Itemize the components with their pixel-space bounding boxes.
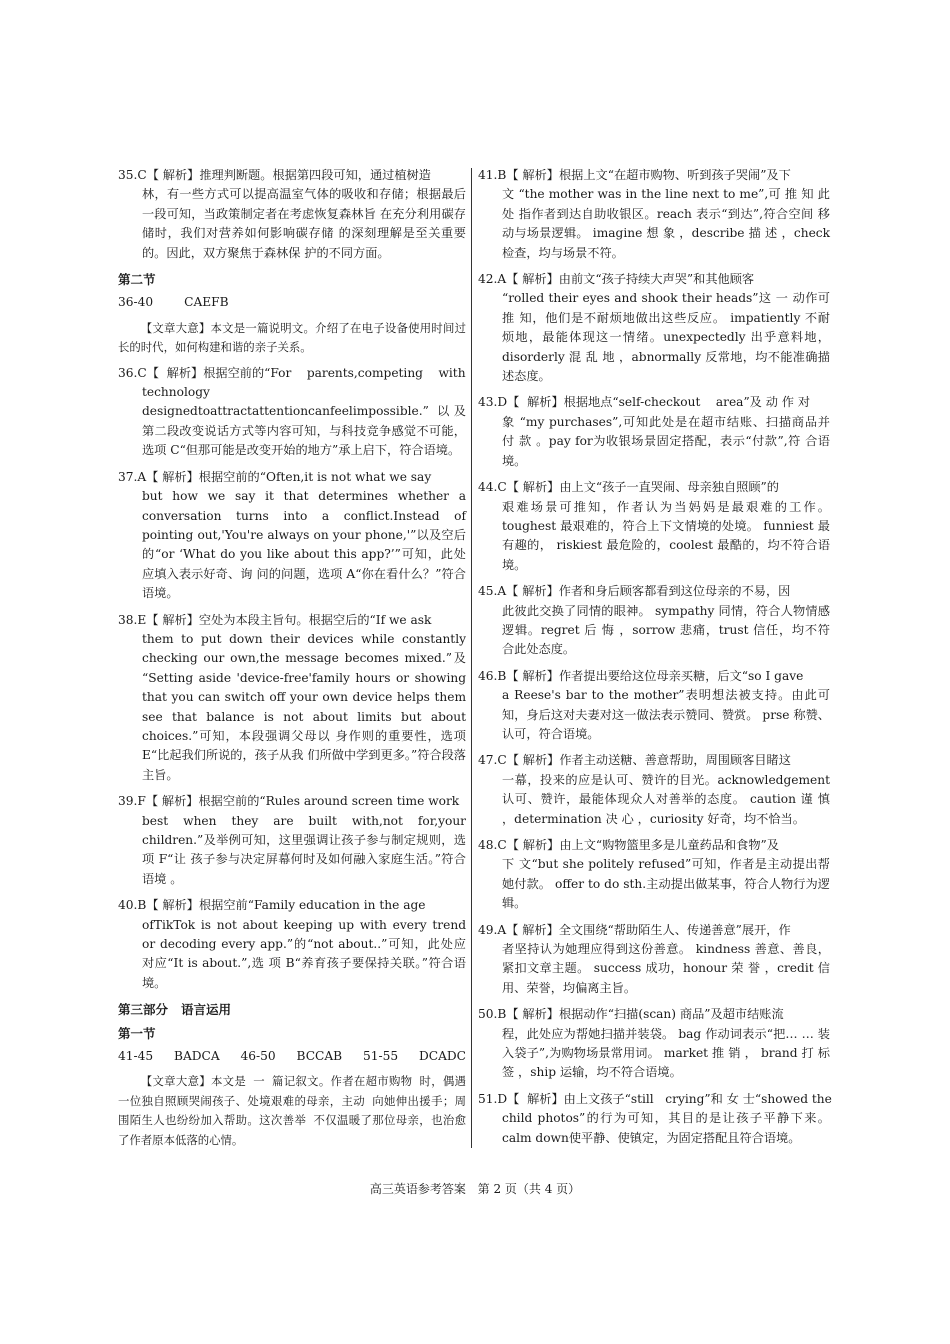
item-head: 49.A【 解析】全文围绕“帮助陌生人、传递善意”展开，作	[478, 922, 791, 937]
item-head: 36.C【 解析】根据空前的“For parents,competing with	[118, 365, 466, 380]
section-1-title: 第一节	[118, 1025, 156, 1041]
section-1-summary: 【文章大意】本文是 一 篇记叙文。作者在超市购物 时，偶遇一位独自照顾哭闹孩子、处境艰难的母亲，主动 向她伸出援手；周围陌生人也纷纷加入帮助。这次善举 不仅温暖了那位母亲，也治愈了作者原本低落的心情。	[118, 1074, 466, 1147]
section-2-title: 第二节	[118, 272, 156, 288]
item-head: 40.B【 解析】根据空前“Family education in the age	[118, 898, 426, 913]
answer-item-41	[478, 166, 830, 263]
item-head: 39.F【 解析】根据空前的“Rules around screen time work	[118, 794, 460, 809]
item-head: 46.B【 解析】作者提出要给这位母亲买糖，后文“so I gave	[478, 668, 804, 683]
answer-item-38	[118, 611, 466, 786]
column-divider	[471, 168, 472, 1148]
item-body: 者坚持认为她理应得到这份善意。 kindness 善意、善良，紧扣文章主题。 success 成功，honour 荣 誉 ，credit 信用、荣誉，均偏离主旨。	[502, 942, 830, 995]
answer-item-35	[118, 166, 466, 263]
item-head: 41.B【 解析】根据上文“在超市购物、听到孩子哭闹”及下	[478, 168, 791, 182]
page-footer	[0, 1180, 950, 1197]
item-head: 48.C【 解析】由上文“购物篮里多是儿童药品和食物”及	[478, 838, 779, 852]
left-column	[118, 166, 466, 1156]
item-head: 44.C【 解析】由上文“孩子一直哭闹、母亲独自照顾”的	[478, 480, 779, 495]
answer-key: DCADC	[418, 1049, 466, 1064]
item-body: 此彼此交换了同情的眼神。 sympathy 同情，符合人物情感逻辑。regret 后 悔 ，sorrow 悲痛，trust 信任，均不符 合此处态度。	[502, 603, 830, 657]
item-body: them to put down their devices while constantly checking our own,the message becomes mixed.”及 “Setting aside 'device-free'family hours or showing that you can switch off your own device helps them see that balance is not about limits but about choices.”可知，本段强调父母以 身作则的重要性，选项 E“比起我们所说的，孩子从我 们所做中学到更多。”符合段落主旨。	[142, 631, 466, 782]
item-body: but how we say it that determines whether a conversation turns into a conflict.Instead of pointing out,'You're always on your phone,'”以及空后的“or ‘What do you like about this app?’”可知，此处应填入表示好奇、询 问的问题，选项 A“你在看什么？”符合语境。	[142, 489, 466, 601]
item-head: 45.A【 解析】作者和身后顾客都看到这位母亲的不易，因	[478, 584, 791, 599]
answer-item-40	[118, 896, 466, 993]
part-3-title: 第三部分 语言运用	[118, 1002, 232, 1018]
answer-range: 46-50	[240, 1049, 276, 1064]
item-body: 一幕，投来的应是认可、赞许的目光。acknowledgement 认可、赞许，最能体现众人对善举的态度。 caution 谨 慎 ，determination 决 心 ，curiosity 好奇，均不恰当。	[502, 772, 830, 826]
item-head: 50.B【 解析】根据动作“扫描(scan) 商品”及超市结账流	[478, 1007, 784, 1022]
item-body: child photos”的行为可知，其目的是让孩子平静下来。 calm down使平静、使镇定，为固定搭配且符合语境。	[502, 1111, 830, 1145]
item-head: 35.C【 解析】推理判断题。根据第四段可知，通过植树造	[118, 168, 431, 182]
footer-title: 高三英语参考答案	[369, 1182, 466, 1196]
answer-range: 41-45	[118, 1049, 154, 1064]
answer-item-49	[478, 921, 830, 999]
item-body: 下 文“but she politely refused”可知，作者是主动提出帮她付款。 offer to do sth.主动提出做某事，符合人物行为逻辑。	[502, 857, 830, 911]
answer-item-48	[478, 836, 830, 914]
answer-key: BCCAB	[296, 1049, 343, 1064]
item-head: 51.D【 解析】由上文孩子“still crying”和 女 士“showed the	[478, 1091, 832, 1106]
answer-item-39	[118, 792, 466, 889]
item-body: a Reese's bar to the mother”表明想法被支持。由此可知，身后这对夫妻对这一做法表示赞同、赞赏。 prse 称赞、认可，符合语境。	[502, 688, 830, 741]
item-body: 艰难场景可推知，作者认为当妈妈是最艰难的工作。 toughest 最艰难的，符合上下文情境的处境。 funniest 最有趣的， riskiest 最危险的，coolest 最酷的，均不符合语境。	[502, 499, 830, 572]
answer-item-50	[478, 1005, 830, 1083]
item-body: best when they are built with,not for,your children.”及举例可知，这里强调让孩子参与制定规则，选项 F“让 孩子参与决定屏幕何时及如何融入家庭生活。”符合 语境 。	[142, 813, 466, 886]
answer-range: 51-55	[362, 1049, 399, 1064]
item-head: 37.A【 解析】根据空前的“Often,it is not what we say	[118, 469, 432, 484]
item-body: “rolled their eyes and shook their heads”这 一 动作可推 知，他们是不耐烦地做出这些反应。 impatiently 不耐 烦地，最能体现这一情绪。unexpectedly 出乎意料地， disorderly 混 乱 地 ，abnormally 反常地，均不能准确描 述态度。	[502, 291, 830, 384]
footer-page-number: 第 2 页（共 4 页）	[477, 1182, 581, 1196]
item-head: 42.A【 解析】由前文“孩子持续大声哭”和其他顾客	[478, 272, 755, 287]
item-body: 林，有一些方式可以提高温室气体的吸收和存储；根据最后 一段可知，当政策制定者在考虑恢复森林旨 在充分利用碳存储时，我们对营养如何影响碳存储 的深刻理解是至关重要的。因此，双方聚焦于森林保 护的不同方面。	[142, 187, 466, 260]
answer-item-36	[118, 364, 466, 461]
answer-item-37	[118, 468, 466, 604]
answer-key: BADCA	[174, 1049, 220, 1064]
answer-item-44	[478, 478, 830, 575]
answer-item-51	[478, 1090, 830, 1148]
section-1-answers	[118, 1047, 466, 1066]
item-body: 程，此处应为帮她扫描并装袋。 bag 作动词表示“把… … 装入袋子”,为购物场景常用词。 market 推 销 ， brand 打 标 签 ，ship 运输，均不符合语境。	[502, 1026, 830, 1080]
item-body: technology designedtoattractattentioncanfeelimpossible.” 以及第二段改变说话方式等内容可知，与科技竞争感觉不可能，选项 C“但那可能是改变开始的地方”承上启下，符合语境。	[142, 385, 466, 458]
answer-item-43	[478, 393, 830, 471]
item-body: 文 “the mother was in the line next to me”,可 推 知 此 处 指作者到达自助收银区。reach 表示“到达”,符合空间 移动与场景逻辑。 imagine 想 象 ，describe 描 述 ，check 检查，均与场景不符。	[502, 187, 830, 260]
section-2-answers: 36-40 CAEFB	[118, 295, 229, 310]
answer-item-42	[478, 270, 830, 386]
answer-item-46	[478, 667, 830, 745]
item-head: 47.C【 解析】作者主动送糖、善意帮助，周围顾客目睹这	[478, 753, 791, 768]
item-head: 43.D【 解析】根据地点“self-checkout area”及 动 作 对	[478, 395, 811, 410]
right-column	[478, 166, 830, 1155]
section-2-summary: 【文章大意】本文是一篇说明文。介绍了在电子设备使用时间过长的时代，如何构建和谐的亲子关系。	[118, 320, 466, 355]
item-body: ofTikTok is not about keeping up with every trend or decoding every app.”的“not about..”可知，此处应对应“It is about.”,选 项 B“养育孩子要保持关联。”符合语境。	[142, 917, 466, 990]
answer-item-45	[478, 582, 830, 660]
item-body: 象 “my purchases”,可知此处是在超市结账、扫描商品并 付 款 。pay for为收银场景固定搭配，表示“付款”,符 合语境。	[502, 414, 830, 468]
item-head: 38.E【 解析】空处为本段主旨句。根据空后的“If we ask	[118, 612, 432, 627]
answer-item-47	[478, 751, 830, 829]
